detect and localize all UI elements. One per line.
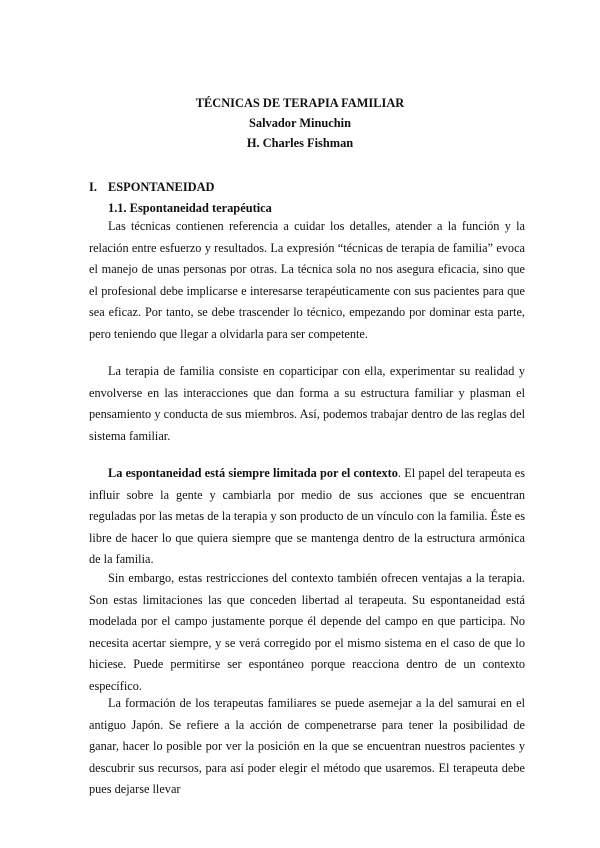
body-paragraph <box>89 216 525 345</box>
paragraph-text: La terapia de familia consiste en coparticipar con ella, experimentar su realidad y envolverse en las interacciones que dan forma a su estructura familiar y plasman el pensamiento y conducta de sus miembros. Así, podemos trabajar dentro de las reglas del sistema familiar. <box>89 364 525 443</box>
body-paragraph <box>89 463 525 571</box>
author-name: Salvador Minuchin <box>248 116 352 130</box>
section-heading <box>89 178 214 196</box>
body-paragraph <box>89 568 525 697</box>
subsection-heading: 1.1. Espontaneidad terapéutica <box>108 201 272 215</box>
section-number: I. <box>89 180 97 194</box>
author-name: H. Charles Fishman <box>246 136 354 150</box>
document-header <box>0 93 600 153</box>
section-title: ESPONTANEIDAD <box>108 180 215 194</box>
paragraph-emphasis: La espontaneidad está siempre limitada por el contexto <box>108 466 398 480</box>
document-title: TÉCNICAS DE TERAPIA FAMILIAR <box>195 96 405 110</box>
paragraph-text: Sin embargo, estas restricciones del contexto también ofrecen ventajas a la terapia. Son estas limitaciones las que conceden libertad al terapeuta. Su espontaneidad está modelada por el campo justamente porque él depende del campo en que participa. No necesita acertar siempre, y se verá corregido por el mismo sistema en el caso de que lo hiciese. Puede permitirse ser espontáneo porque reacciona dentro de un contexto específico. <box>89 571 525 693</box>
body-paragraph <box>89 361 525 447</box>
body-paragraph <box>89 693 525 801</box>
paragraph-text: . El papel del terapeuta es influir sobre la gente y cambiarla por medio de sus acciones que se encuentran reguladas por las metas de la terapia y son producto de un vínculo con la familia. Éste es libre de hacer lo que quiera siempre que se mantenga dentro de la estructura armónica de la familia. <box>89 466 526 566</box>
paragraph-text: La formación de los terapeutas familiares se puede asemejar a la del samurai en el antiguo Japón. Se refiere a la acción de compenetrarse para tener la posibilidad de ganar, hacer lo posible por ver la posición en la que se encuentran nuestros pacientes y descubrir sus recursos, para así poder elegir el método que usaremos. El terapeuta debe pues dejarse llevar <box>89 696 525 796</box>
paragraph-text: Las técnicas contienen referencia a cuidar los detalles, atender a la función y la relación entre esfuerzo y resultados. La expresión “técnicas de terapia de familia” evoca el manejo de unas personas por otras. La técnica sola no nos asegura eficacia, sino que el profesional debe implicarse e interesarse terapéuticamente con sus pacientes para que sea eficaz. Por tanto, se debe trascender lo técnico, empezando por dominar esta parte, pero teniendo que llegar a olvidarla para ser competente. <box>89 219 525 341</box>
